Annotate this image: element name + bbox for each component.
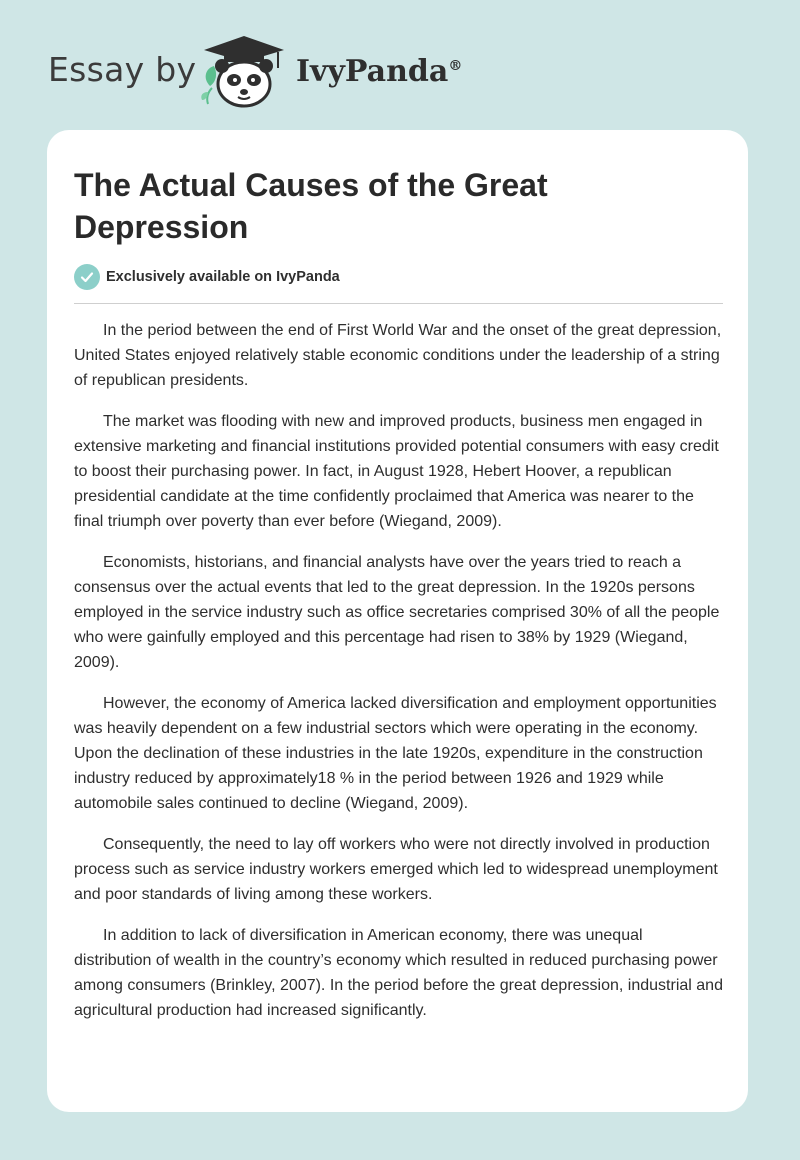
brand-name[interactable]: IvyPanda® xyxy=(296,54,463,89)
paragraph: In the period between the end of First World War and the onset of the great depression, United States enjoyed relatively stable economic conditions under the leadership of a string of republican presidents. xyxy=(74,322,722,389)
essay-card xyxy=(47,130,748,1112)
paragraph: However, the economy of America lacked diversification and employment opportunities was heavily dependent on a few industrial sectors which were operating in the economy. Upon the declination of these industries in the late 1920s, expenditure in the construction industry reduced by approximately18 % in the period between 1926 and 1929 while automobile sales continued to decline (Wiegand, 2009). xyxy=(74,695,717,812)
panda-graduate-logo-icon[interactable] xyxy=(198,34,290,110)
exclusive-badge xyxy=(74,264,340,290)
check-circle-icon xyxy=(74,264,100,290)
paragraph: Consequently, the need to lay off workers who were not directly involved in production process such as service industry workers emerged which led to widespread unemployment and poor standards of living among these workers. xyxy=(74,836,718,903)
registered-mark: ® xyxy=(448,58,463,74)
essay-body xyxy=(74,318,724,1039)
essay-by-label: Essay by xyxy=(48,50,197,89)
paragraph: The market was flooding with new and improved products, business men engaged in extensive marketing and financial institutions provided potential consumers with easy credit to boost their purchasing power. In fact, in August 1928, Hebert Hoover, a republican presidential candidate at the time confidently proclaimed that America was nearer to the final triumph over poverty than ever before (Wiegand, 2009). xyxy=(74,413,719,530)
paragraph: In addition to lack of diversification in American economy, there was unequal distribution of wealth in the country’s economy which resulted in reduced purchasing power among consumers (Brinkley, 2007). In the period before the great depression, industrial and agricultural production had increased significantly. xyxy=(74,927,723,1019)
site-header xyxy=(0,0,800,130)
page-title: The Actual Causes of the Great Depression xyxy=(74,167,548,245)
divider xyxy=(74,303,723,304)
paragraph: Economists, historians, and financial analysts have over the years tried to reach a consensus over the actual events that led to the great depression. In the 1920s persons employed in the service industry such as office secretaries comprised 30% of all the people who were gainfully employed and this percentage had risen to 38% by 1929 (Wiegand, 2009). xyxy=(74,554,720,671)
badge-label: Exclusively available on IvyPanda xyxy=(106,269,340,285)
